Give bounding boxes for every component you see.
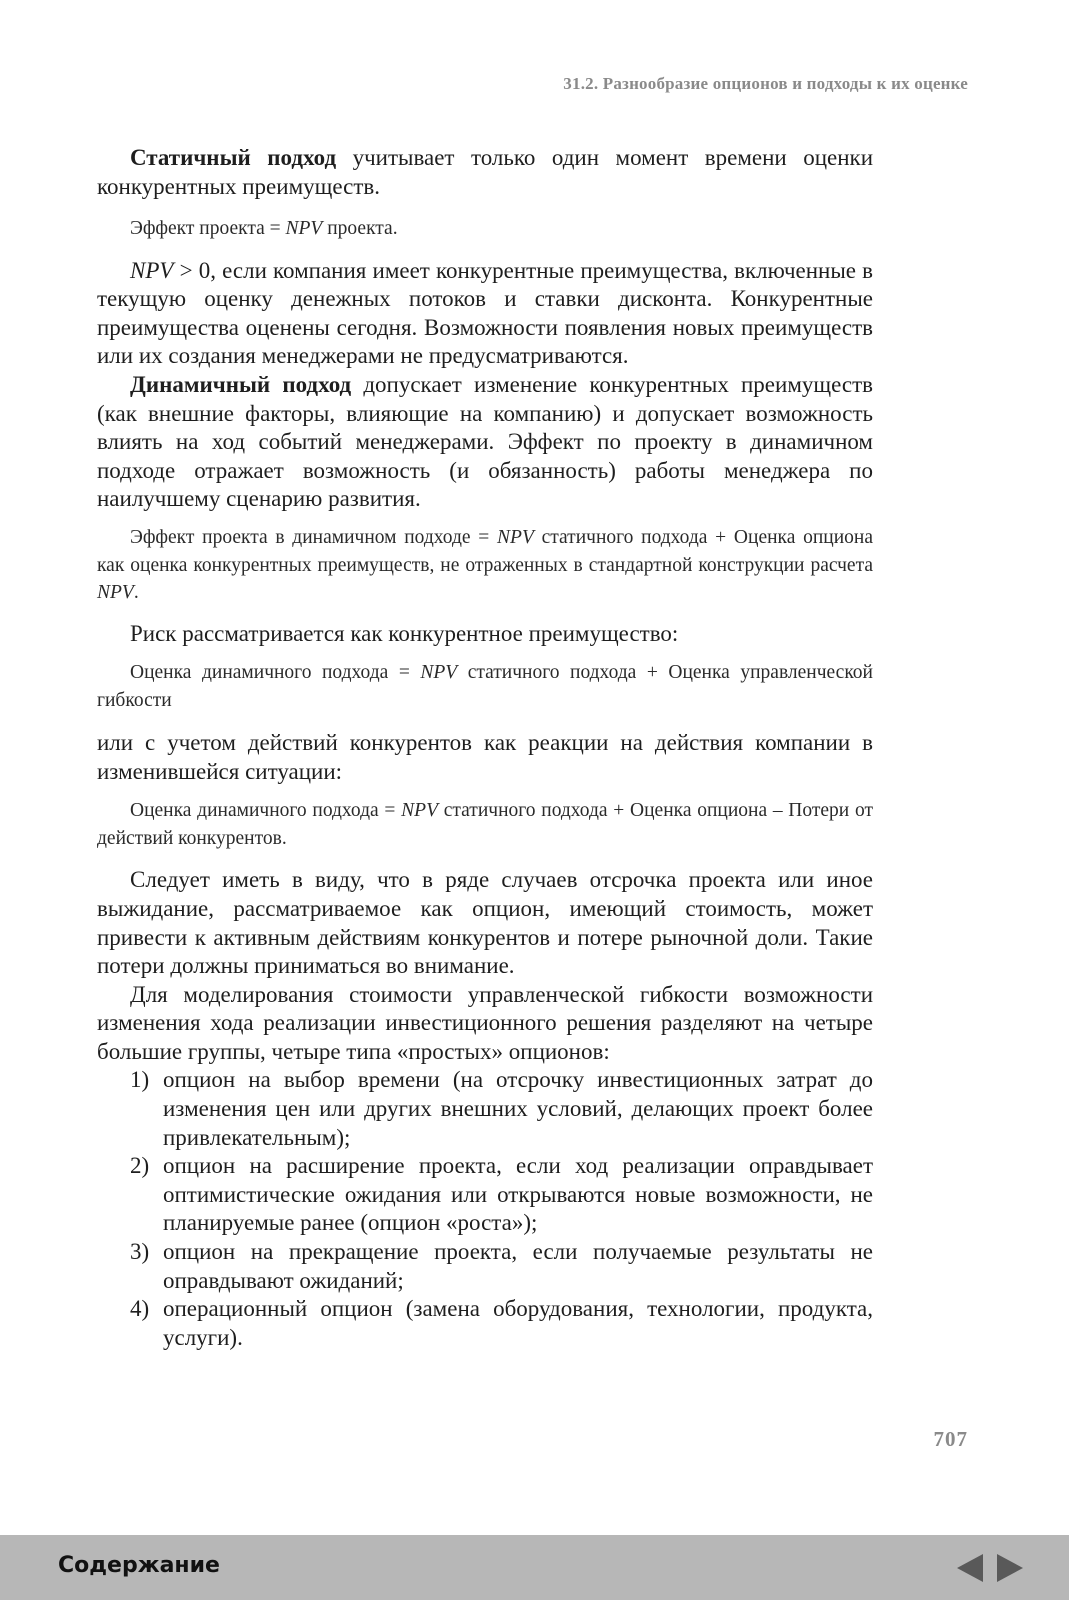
formula-project-effect <box>97 215 873 243</box>
npv-term: NPV <box>285 218 323 240</box>
list-item-text: опцион на прекращение проекта, если получаемые результаты не оправдывают ожиданий; <box>163 1239 873 1293</box>
previous-page-button[interactable] <box>953 1551 987 1585</box>
list-item-number: 2) <box>130 1153 150 1179</box>
list-item-number: 3) <box>130 1239 150 1265</box>
page-content <box>97 144 873 1352</box>
table-of-contents-link[interactable]: Содержание <box>58 1553 220 1578</box>
list-item-number: 1) <box>130 1067 150 1093</box>
paragraph-competitors: или с учетом действий конкурентов как реакции на действия компании в изменившейся ситуации: <box>97 730 873 784</box>
paragraph-text: > 0, если компания имеет конкурентные преимущества, включенные в текущую оценку денежных потоков и ставки дисконта. Конкурентные преимущества оценены сегодня. Возможности появления новых преимуществ или их создания менеджерами не предусматриваются. <box>97 257 873 369</box>
formula-text: статичного подхода + Оценка опциона – Потери от действий конкурентов. <box>97 800 873 849</box>
paragraph-deferral-note: Следует иметь в виду, что в ряде случаев отсрочка проекта или иное выжидание, рассматриваемое как опцион, имеющий стоимость, может привести к активным действиям конкурентов и потере рыночной доли. Такие потери должны приниматься во внимание. <box>97 867 873 979</box>
npv-term: NPV <box>497 527 534 549</box>
npv-term: NPV <box>420 662 458 684</box>
formula-text: статичного подхода + Оценка опциона как оценка конкурентных преимуществ, не отраженных в стандартной конструкции расчета <box>97 527 873 576</box>
list-item <box>97 1295 873 1352</box>
list-item <box>97 1238 873 1295</box>
list-item-text: опцион на расширение проекта, если ход реализации оправдывает оптимистические ожидания или открываются новые возможности, не планируемые ранее (опцион «роста»); <box>163 1153 873 1236</box>
formula-text: Оценка динамичного подхода = <box>130 662 421 684</box>
npv-term: NPV <box>401 800 439 822</box>
formula-text: проекта. <box>322 218 398 240</box>
formula-dynamic-valuation-competitors <box>97 797 873 852</box>
page-number: 707 <box>933 1427 968 1451</box>
list-item-text: опцион на выбор времени (на отсрочку инвестиционных затрат до изменения цен или других внешних условий, делающих проект более привлекательным); <box>163 1067 873 1150</box>
triangle-left-icon <box>953 1551 987 1585</box>
option-types-list <box>97 1066 873 1352</box>
paragraph-dynamic-approach <box>97 371 873 514</box>
paragraph-npv-positive <box>97 257 873 371</box>
next-page-button[interactable] <box>993 1551 1027 1585</box>
formula-text: Эффект проекта в динамичном подходе = <box>130 527 498 549</box>
list-item <box>97 1066 873 1152</box>
formula-text: Эффект проекта = <box>130 218 286 240</box>
paragraph-option-groups: Для моделирования стоимости управленческой гибкости возможности изменения хода реализации инвестиционного решения разделяют на четыре большие группы, четыре типа «простых» опционов: <box>97 981 873 1064</box>
paragraph-risk: Риск рассматривается как конкурентное преимущество: <box>130 620 679 646</box>
paragraph-static-approach <box>97 144 873 201</box>
formula-dynamic-effect <box>97 524 873 607</box>
term-dynamic-approach: Динамичный подход <box>130 372 352 398</box>
paragraph-text: допускает изменение конкурентных преимуществ (как внешние факторы, влияющие на компанию) и допускает возможность влиять на ход событий менеджерами. Эффект по проекту в динамичном подходе отражает возможность (и обязанность) работы менеджера по наилучшему сценарию развития. <box>97 372 873 512</box>
list-item-number: 4) <box>130 1296 150 1322</box>
formula-text: статичного подхода + Оценка управленческой гибкости <box>97 662 873 711</box>
npv-term: NPV <box>130 257 174 283</box>
formula-text: Оценка динамичного подхода = <box>130 800 402 822</box>
footer-navigation-bar <box>0 1535 1069 1600</box>
formula-dynamic-valuation <box>97 659 873 714</box>
list-item <box>97 1152 873 1238</box>
triangle-right-icon <box>993 1551 1027 1585</box>
formula-text: . <box>133 582 139 604</box>
npv-term: NPV <box>97 582 134 604</box>
paragraph-text: учитывает только один момент времени оценки конкурентных преимуществ. <box>97 145 874 199</box>
list-item-text: операционный опцион (замена оборудования, технологии, продукта, услуги). <box>163 1296 873 1350</box>
term-static-approach: Статичный подход <box>130 145 337 170</box>
running-head: 31.2. Разнообразие опционов и подходы к их оценке <box>563 74 968 93</box>
